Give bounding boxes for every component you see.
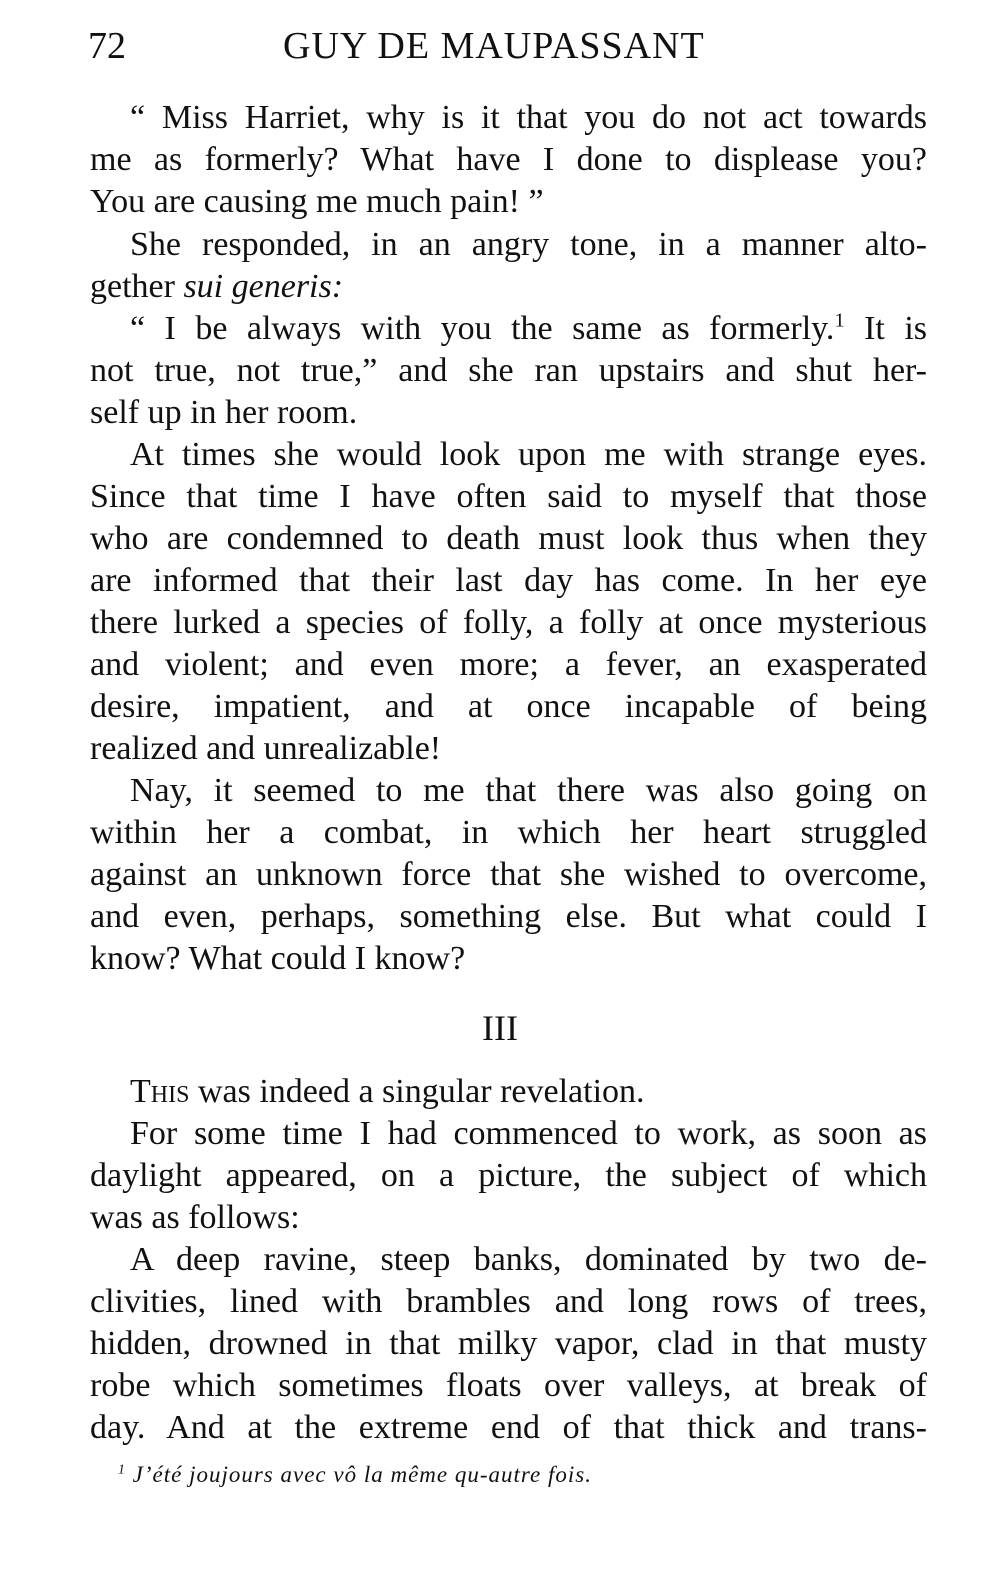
text-line: day. And at the extreme end of that thick and trans- — [90, 1409, 927, 1446]
text-line: know? What could I know? — [90, 940, 466, 977]
text-line: Since that time I have often said to myself that those — [90, 478, 927, 515]
footnote — [118, 1462, 592, 1488]
running-header — [88, 18, 928, 68]
text-line: and even, perhaps, something else. But what could I — [90, 898, 927, 935]
text-line — [130, 308, 927, 350]
footnote-text: J’été joujours avec vô la même qu-autre fois. — [125, 1462, 592, 1487]
text-line: self up in her room. — [90, 394, 358, 431]
text-line: A deep ravine, steep banks, dominated by two de- — [130, 1241, 927, 1278]
text-line — [90, 266, 927, 308]
text-line: and violent; and even more; a fever, an exasperated — [90, 646, 927, 683]
text-line: daylight appeared, on a picture, the subject of which — [90, 1157, 927, 1194]
text-span: It is — [844, 310, 927, 347]
text-line: clivities, lined with brambles and long rows of trees, — [90, 1283, 927, 1320]
small-caps-lead: This — [130, 1073, 190, 1110]
footnote-mark: 1 — [118, 1461, 126, 1477]
section-heading: III — [482, 1008, 518, 1048]
text-line: was as follows: — [90, 1199, 300, 1236]
text-span: gether — [90, 268, 184, 305]
text-line: are informed that their last day has come. In her eye — [90, 562, 927, 599]
page-number: 72 — [88, 25, 126, 67]
italic-phrase: sui generis: — [183, 268, 344, 305]
text-line: against an unknown force that she wished to overcome, — [90, 856, 927, 893]
text-span: “ I be always with you the same as formerly. — [130, 310, 835, 347]
text-line — [130, 1071, 927, 1113]
text-line: At times she would look upon me with strange eyes. — [130, 436, 927, 473]
text-line: realized and unrealizable! — [90, 730, 442, 767]
text-line: She responded, in an angry tone, in a manner alto- — [130, 226, 927, 263]
text-line: me as formerly? What have I done to displease you? — [90, 141, 927, 178]
text-line: within her a combat, in which her heart struggled — [90, 814, 927, 851]
text-line: robe which sometimes floats over valleys, at break of — [90, 1367, 927, 1404]
running-title: GUY DE MAUPASSANT — [283, 25, 705, 67]
text-line: You are causing me much pain! ” — [90, 183, 544, 220]
text-line: there lurked a species of folly, a folly at once mysterious — [90, 604, 927, 641]
text-span: was indeed a singular revelation. — [189, 1073, 645, 1110]
text-line: For some time I had commenced to work, as soon as — [130, 1115, 927, 1152]
text-line: hidden, drowned in that milky vapor, clad in that musty — [90, 1325, 927, 1362]
text-line: Nay, it seemed to me that there was also going on — [130, 772, 927, 809]
footnote-reference: 1 — [834, 309, 845, 332]
text-line: desire, impatient, and at once incapable of being — [90, 688, 927, 725]
text-line: who are condemned to death must look thus when they — [90, 520, 927, 557]
text-line: not true, not true,” and she ran upstairs and shut her- — [90, 352, 927, 389]
text-line: “ Miss Harriet, why is it that you do not act towards — [130, 99, 927, 136]
